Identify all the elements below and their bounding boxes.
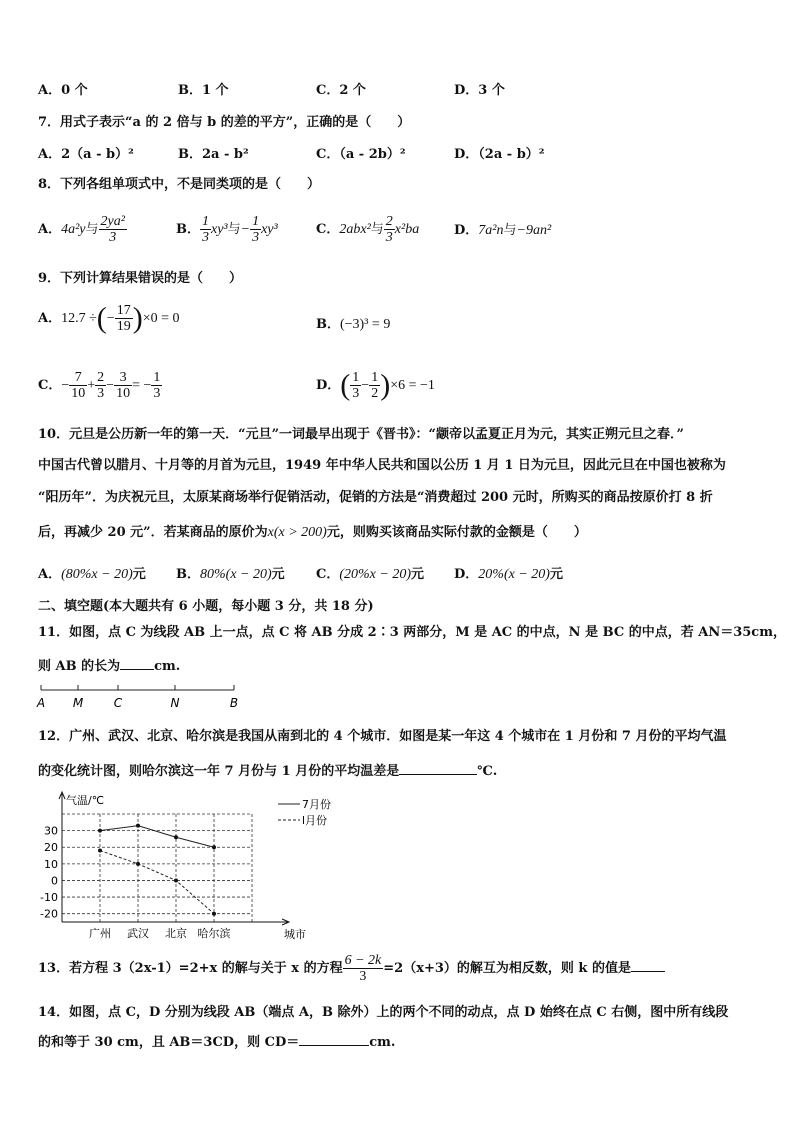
q6-option-d: D．3 个 [454,83,505,98]
connector: 与 [85,222,99,237]
data-point [136,862,140,866]
point-label-c: C [113,696,123,710]
q11-line-2: 则 AB 的长为 cm. [38,655,180,676]
series-line-1 [100,826,214,848]
chart-legend [278,798,331,827]
y-tick-label: 10 [44,857,58,871]
q12-line-1: 12．广州、武汉、北京、哈尔滨是我国从南到北的 4 个城市．如图是某一年这 4 个城市在 1 月份和 7 月份的平均气温 [38,729,727,744]
option-label: D． [316,378,341,393]
q10-option-a: A．(80%x − 20)元 [38,567,146,582]
point-label-a: A [36,696,46,710]
x-tick-label: 广州 [89,927,111,940]
fraction: $\frac{1}{3}$ [153,370,161,401]
option-label: C． [38,378,62,393]
q8-option-d [454,222,551,240]
q6-option-a: A．0 个 [38,83,88,98]
q6-option-c: C．2 个 [316,83,366,98]
data-point [98,829,102,833]
q10-line-2: 中国古代曾以腊月、十月等的月首为元旦，1949 年中华人民共和国以公历 1 月 1 日为元旦，因此元旦在中国也被称为 [38,458,726,473]
chart-axes [59,792,289,925]
chart-series [98,824,216,916]
connector: 与 [503,223,517,238]
chart-ticks [40,825,230,940]
chart-grid [62,814,252,922]
option-label: A． [38,222,62,237]
monomial: x²ba [394,222,420,237]
connector: 与 [370,222,384,237]
fraction: $\frac{7}{10}$ [71,370,86,401]
temperature-line-chart [30,784,350,946]
answer-blank [299,1031,369,1046]
legend-label: 7月份 [302,798,331,811]
y-tick-label: 0 [51,874,58,888]
data-point [136,824,140,828]
q8-stem: 8．下列各组单项式中，不是同类项的是（ ） [38,177,321,192]
point-label-m: M [72,696,84,710]
q13-line: 13．若方程 3（2x-1）=2+x 的解与关于 x 的方程 $\frac{6 - 2k}{3}$ =2（x+3）的解互为相反数，则 k 的值是 [38,953,665,984]
answer-blank [399,760,477,775]
minus-sign: − [106,311,115,326]
x-axis-label: 城市 [284,928,306,941]
q10-option-d: D．20%(x − 20)元 [454,567,563,582]
q10-line-4: 后，再减少 20 元”．若某商品的原价为x(x > 200)元，则购买该商品实际付款的金额是（ ） [38,525,587,540]
q10-line-1: 10．元旦是公历新一年的第一天．“元旦”一词最早出现于《晋书》：“颛帝以孟夏正月为元，其实正朔元旦之春．” [38,427,685,442]
q9-option-a: A．12.7 ÷(− $\frac{17}{19}$ )×0 = 0 [38,301,180,335]
point-label-b: B [229,696,239,710]
q7-stem: 7．用式子表示“a 的 2 倍与 b 的差的平方”，正确的是（ ） [38,115,411,130]
q14-line-1: 14．如图，点 C，D 分别为线段 AB（端点 A，B 除外）上的两个不同的动点，点 D 始终在点 C 右侧，图中所有线段 [38,1005,729,1020]
fraction: $\frac{3}{10}$ [116,370,131,401]
data-point [212,845,216,849]
monomial: 4a²y [61,222,86,237]
section-heading: 二、填空题(本大题共有 6 小题，每小题 3 分，共 18 分) [38,599,374,614]
expression: 12.7 ÷ [61,311,97,326]
minus-sign: − [240,222,251,237]
q12-line-2: 的变化统计图，则哈尔滨这一年 7 月份与 1 月份的平均温差是 ℃. [38,760,497,781]
expression: ×0 = 0 [142,311,180,326]
fraction: $\frac{17}{19}$ [116,303,131,334]
option-label: B． [316,317,340,332]
segment-diagram [30,684,250,712]
fraction: $\frac{2}{3}$ [97,370,105,401]
legend-label: l月份 [302,814,328,827]
fraction: $\frac{1}{2}$ [371,370,379,401]
q10-option-b: B．80%(x − 20)元 [176,567,285,582]
monomial: 7a²n [478,223,504,238]
fraction: $\frac{\text{2ya²}}{3}$ [100,214,125,245]
y-tick-label: -10 [40,891,58,905]
q6-option-b: B．1 个 [178,83,229,98]
data-point [98,849,102,853]
q7-option-a: A．2（a - b）² [38,147,134,162]
option-label: D． [454,223,479,238]
q7-option-c: C．（a - 2b）² [316,147,406,162]
x-tick-label: 北京 [165,927,187,940]
q14-line-2: 的和等于 30 cm，且 AB＝3CD，则 CD＝ cm. [38,1031,395,1052]
fraction: $\frac{6 - 2k}{3}$ [344,953,382,984]
monomial: −9an² [516,223,552,238]
y-tick-label: -20 [40,907,58,921]
q9-option-c: C．− $\frac{7}{10}$ + $\frac{2}{3}$ − $\frac{3}{10}$ = − $\frac{1}{3}$ [38,370,161,401]
option-label: A． [38,311,62,326]
q10-line-3: “阳历年”．为庆祝元旦，太原某商场举行促销活动，促销的方法是“消费超过 200 元时，所购买的商品按原价打 8 折 [38,490,713,505]
condition: x(x > 200) [267,525,327,540]
q9-stem: 9．下列计算结果错误的是（ ） [38,271,243,286]
q8-option-c [316,214,419,245]
connector: 与 [227,222,241,237]
q11-line-1: 11．如图，点 C 为线段 AB 上一点，点 C 将 AB 分成 2∶3 两部分，M 是 AC 的中点，N 是 BC 的中点，若 AN＝35cm， [38,625,786,640]
fraction: $\frac{1}{3}$ [352,370,360,401]
monomial: xy³ [261,222,278,237]
q8-option-b [176,214,278,245]
x-tick-label: 武汉 [127,927,149,940]
fraction: $\frac{2}{3}$ [385,214,393,245]
x-tick-label: 哈尔滨 [197,927,231,940]
monomial: xy³ [211,222,228,237]
expression: (−3)³ = 9 [340,317,391,332]
option-label: C． [316,222,340,237]
monomial: 2abx² [339,222,371,237]
option-label: B． [176,222,200,237]
point-label-n: N [170,696,180,710]
q10-option-c: C．(20%x − 20)元 [316,567,425,582]
fraction: $\frac{1}{3}$ [252,214,260,245]
fraction: $\frac{1}{3}$ [202,214,209,245]
q7-option-b: B．2a - b² [178,147,249,162]
answer-blank [120,655,154,670]
data-point [174,835,178,839]
q7-option-d: D．（2a - b）² [454,147,545,162]
data-point [212,912,216,916]
y-tick-label: 20 [44,841,58,855]
q8-option-a [38,214,127,245]
q9-option-d: D．( $\frac{1}{3}$ − $\frac{1}{2}$ )×6 = −1 [316,368,435,402]
answer-blank [631,957,665,972]
y-tick-label: 30 [44,824,58,838]
q9-option-b [316,316,390,334]
data-point [174,878,178,882]
series-line-2 [100,851,214,914]
y-axis-label: 气温/℃ [66,794,105,807]
